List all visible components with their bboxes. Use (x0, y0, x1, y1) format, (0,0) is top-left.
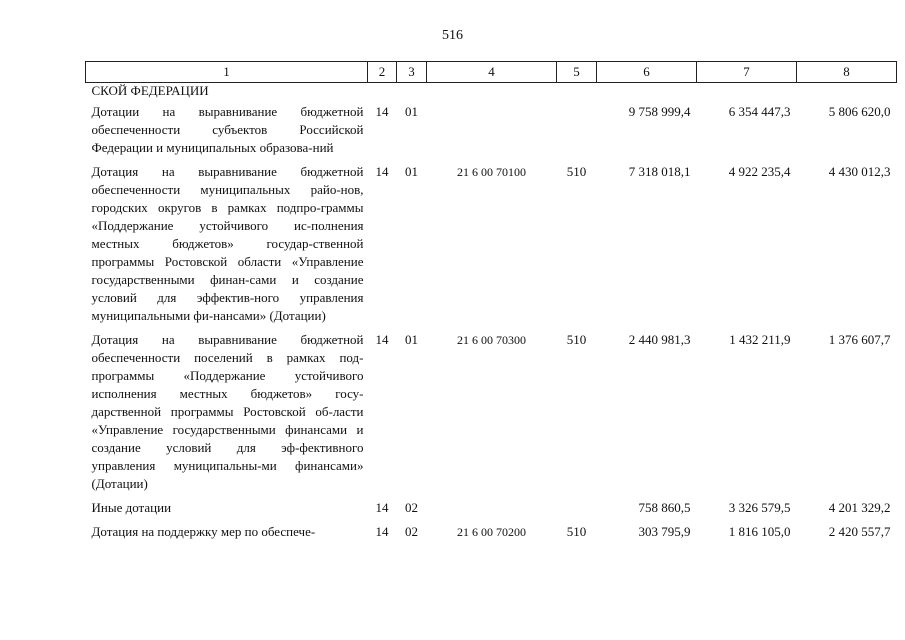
row-target-code (427, 103, 557, 163)
row-description: Дотации на выравнивание бюджетной обеспеченности субъектов Российской Федерации и муниципальных образова-ний (91, 104, 364, 155)
row-value-7: 1 432 211,9 (729, 332, 791, 347)
row-value-7: 1 816 105,0 (728, 524, 791, 539)
row-value-8: 1 376 607,7 (828, 332, 891, 347)
row-value-6 (597, 83, 697, 104)
page-number: 516 (442, 28, 463, 43)
row-value-8: 2 420 557,7 (828, 524, 891, 539)
row-value-7: 3 326 579,5 (728, 500, 791, 515)
row-subsection: 01 (405, 332, 418, 347)
header-row (86, 62, 897, 83)
row-value-6: 7 318 018,1 (628, 164, 691, 179)
row-value-8: 5 806 620,0 (828, 104, 891, 119)
row-value-6: 303 795,9 (638, 524, 691, 539)
row-subsection (397, 83, 427, 104)
row-expense-type (557, 499, 597, 523)
budget-table (85, 61, 897, 541)
row-section: 14 (375, 332, 389, 347)
table-row (86, 331, 897, 499)
row-value-8: 4 430 012,3 (828, 164, 891, 179)
row-section (368, 83, 397, 104)
row-description: СКОЙ ФЕДЕРАЦИИ (91, 83, 209, 98)
header-col-7: 7 (697, 62, 797, 83)
header-col-8: 8 (797, 62, 897, 83)
row-target-code (427, 83, 557, 104)
table-body (86, 83, 897, 542)
header-col-6: 6 (597, 62, 697, 83)
row-expense-type (557, 83, 597, 104)
row-subsection: 01 (405, 104, 418, 119)
row-subsection: 02 (405, 500, 418, 515)
row-expense-type: 510 (566, 524, 587, 539)
row-section: 14 (375, 104, 389, 119)
header-col-4: 4 (427, 62, 557, 83)
header-col-5: 5 (557, 62, 597, 83)
table-header (86, 62, 897, 83)
row-value-6: 758 860,5 (638, 500, 691, 515)
row-value-7 (697, 83, 797, 104)
row-value-6: 2 440 981,3 (628, 332, 691, 347)
row-target-code: 21 6 00 70200 (457, 525, 526, 539)
row-section: 14 (375, 500, 389, 515)
header-col-1: 1 (86, 62, 368, 83)
row-value-6: 9 758 999,4 (628, 104, 691, 119)
row-subsection: 01 (405, 164, 418, 179)
row-target-code (427, 499, 557, 523)
table-row (86, 499, 897, 523)
row-description: Иные дотации (91, 500, 172, 515)
row-section: 14 (375, 164, 389, 179)
table-row (86, 163, 897, 331)
row-target-code: 21 6 00 70100 (457, 165, 526, 179)
row-value-8: 4 201 329,2 (828, 500, 891, 515)
row-target-code: 21 6 00 70300 (457, 333, 526, 347)
row-description: Дотация на поддержку мер по обеспече- (91, 524, 316, 539)
row-description: Дотация на выравнивание бюджетной обеспеченности поселений в рамках под-программы «Поддержание устойчивого исполнения местных бюджетов» госу-дарственной программы Ростовской об-ласти «Управление государственными финансами и создание условий для эф-фективного управления муниципальны-ми финансами» (Дотации) (91, 332, 364, 491)
table-row (86, 523, 897, 541)
table-row (86, 83, 897, 104)
row-value-7: 6 354 447,3 (728, 104, 791, 119)
row-value-7: 4 922 235,4 (728, 164, 791, 179)
header-col-2: 2 (368, 62, 397, 83)
row-expense-type: 510 (566, 164, 587, 179)
header-col-3: 3 (397, 62, 427, 83)
row-expense-type (557, 103, 597, 163)
row-description: Дотация на выравнивание бюджетной обеспеченности муниципальных райо-нов, городских округов в рамках подпро-граммы «Поддержание устойчивого ис-полнения местных бюджетов» государ-ственной программы Ростовской области «Управление государственными финан-сами и создание условий для эффектив-ного управления муниципальными фи-нансами» (Дотации) (91, 164, 364, 323)
row-value-8 (797, 83, 897, 104)
row-section: 14 (375, 524, 389, 539)
row-subsection: 02 (405, 524, 418, 539)
row-expense-type: 510 (566, 332, 587, 347)
table-row (86, 103, 897, 163)
